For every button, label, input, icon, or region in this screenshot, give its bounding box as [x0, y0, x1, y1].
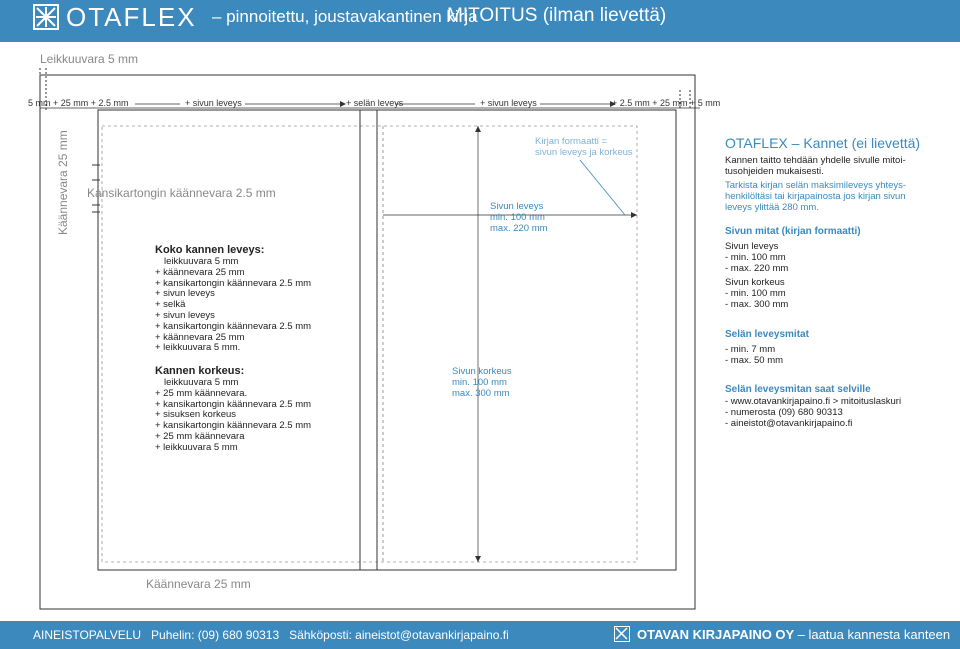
bottom-fold-label: Käännevara 25 mm	[146, 577, 251, 591]
cover-height-line: + sisuksen korkeus	[155, 409, 237, 421]
footer-brand	[637, 627, 950, 642]
cover-height-line: + 25 mm käännevara	[155, 430, 245, 442]
cover-width-line: + käännevara 25 mm	[155, 331, 245, 343]
footer-contact: AINEISTOPALVELU Puhelin: (09) 680 90313 Sähköposti: aineistot@otavankirjapaino.fi	[33, 628, 509, 642]
brand-tagline: – laatua kannesta kanteen	[797, 627, 951, 642]
measure-left: 5 mm + 25 mm + 2.5 mm	[28, 98, 129, 108]
panel-line: - www.otavankirjapaino.fi > mitoituslaskuri	[725, 396, 902, 407]
panel-spine	[725, 345, 783, 367]
page-width-note	[490, 202, 548, 234]
panel-line: - min. 100 mm	[725, 251, 786, 263]
format-note	[535, 137, 633, 159]
cover-width-line: + kansikartongin käännevara 2.5 mm	[155, 320, 312, 332]
note-line: Sivun korkeus	[452, 366, 512, 377]
measure-right: + 2.5 mm + 25 mm + 5 mm	[612, 98, 721, 108]
panel-line: Sivun korkeus	[725, 277, 785, 288]
panel-title: OTAFLEX – Kannet (ei lievettä)	[725, 135, 921, 151]
cover-width-line: + leikkuuvara 5 mm.	[155, 342, 241, 354]
cover-width-line: leikkuuvara 5 mm	[164, 256, 239, 267]
brand-name: OTAVAN KIRJAPAINO OY	[637, 627, 794, 642]
cover-width-heading: Koko kannen leveys:	[155, 244, 265, 256]
panel-line: - numerosta (09) 680 90313	[725, 406, 843, 418]
panel-page-height	[725, 278, 788, 310]
cover-height-line: + 25 mm käännevara.	[155, 387, 248, 399]
brand-icon	[614, 626, 630, 642]
cover-width-line: + selkä	[155, 299, 186, 311]
panel-line: tusohjeiden mukaisesti.	[725, 165, 824, 177]
panel-line: - max. 300 mm	[725, 298, 789, 310]
panel-warning	[725, 181, 906, 213]
header-title: MITOITUS (ilman lievettä)	[447, 5, 667, 26]
header-subtitle: – pinnoitettu, joustavakantinen kirja	[212, 7, 478, 26]
cover-width-line: + käännevara 25 mm	[155, 266, 245, 278]
cover-height-line: + leikkuuvara 5 mm	[155, 441, 238, 453]
cover-height-line: + kansikartongin käännevara 2.5 mm	[155, 420, 312, 432]
panel-line: - aineistot@otavankirjapaino.fi	[725, 417, 853, 429]
cover-height-list	[155, 378, 311, 454]
note-line: min. 100 mm	[490, 211, 545, 223]
cover-width-line: + kansikartongin käännevara 2.5 mm	[155, 277, 312, 289]
page-dims-heading: Sivun mitat (kirjan formaatti)	[725, 226, 861, 237]
note-line: Sivun leveys	[490, 201, 544, 212]
trim-label: Leikkuuvara 5 mm	[40, 52, 139, 66]
note-line: max. 220 mm	[490, 222, 548, 234]
panel-line: - max. 220 mm	[725, 262, 789, 274]
logo-text: OTAFLEX	[66, 2, 197, 32]
panel-line: Kannen taitto tehdään yhdelle sivulle mitoi-	[725, 155, 906, 166]
measure-page1: + sivun leveys	[185, 98, 242, 108]
cover-width-line: + sivun leveys	[155, 288, 215, 300]
note-line: min. 100 mm	[452, 376, 507, 388]
panel-line: - min. 7 mm	[725, 344, 776, 355]
panel-line: - max. 50 mm	[725, 354, 784, 366]
cover-height-line: + kansikartongin käännevara 2.5 mm	[155, 398, 312, 410]
panel-line: Sivun leveys	[725, 241, 779, 252]
cardboard-label: Kansikartongin käännevara 2.5 mm	[87, 186, 276, 200]
note-line: sivun leveys ja korkeus	[535, 146, 633, 158]
cover-height-heading: Kannen korkeus:	[155, 365, 245, 377]
page-height-note	[452, 367, 512, 399]
panel-line: leveys ylittää 280 mm.	[725, 201, 819, 213]
note-line: max. 300 mm	[452, 387, 510, 399]
cover-width-list	[155, 257, 311, 354]
panel-line: Tarkista kirjan selän maksimileveys yhteys-	[725, 180, 907, 191]
panel-line: henkilöltäsi tai kirjapainosta jos kirjan sivun	[725, 190, 906, 202]
spine-info-heading: Selän leveysmitan saat selville	[725, 384, 871, 395]
cover-height-line: leikkuuvara 5 mm	[164, 377, 239, 388]
spine-heading: Selän leveysmitat	[725, 329, 809, 340]
measure-page2: + sivun leveys	[480, 98, 537, 108]
note-line: Kirjan formaatti =	[535, 136, 608, 147]
measure-spine: + selän leveys	[346, 98, 404, 108]
panel-page-width	[725, 242, 788, 274]
fold-left-label: Käännevara 25 mm	[56, 130, 70, 235]
panel-intro	[725, 156, 906, 178]
panel-line: - min. 100 mm	[725, 287, 786, 299]
cover-width-line: + sivun leveys	[155, 309, 215, 321]
panel-spine-info	[725, 397, 901, 429]
